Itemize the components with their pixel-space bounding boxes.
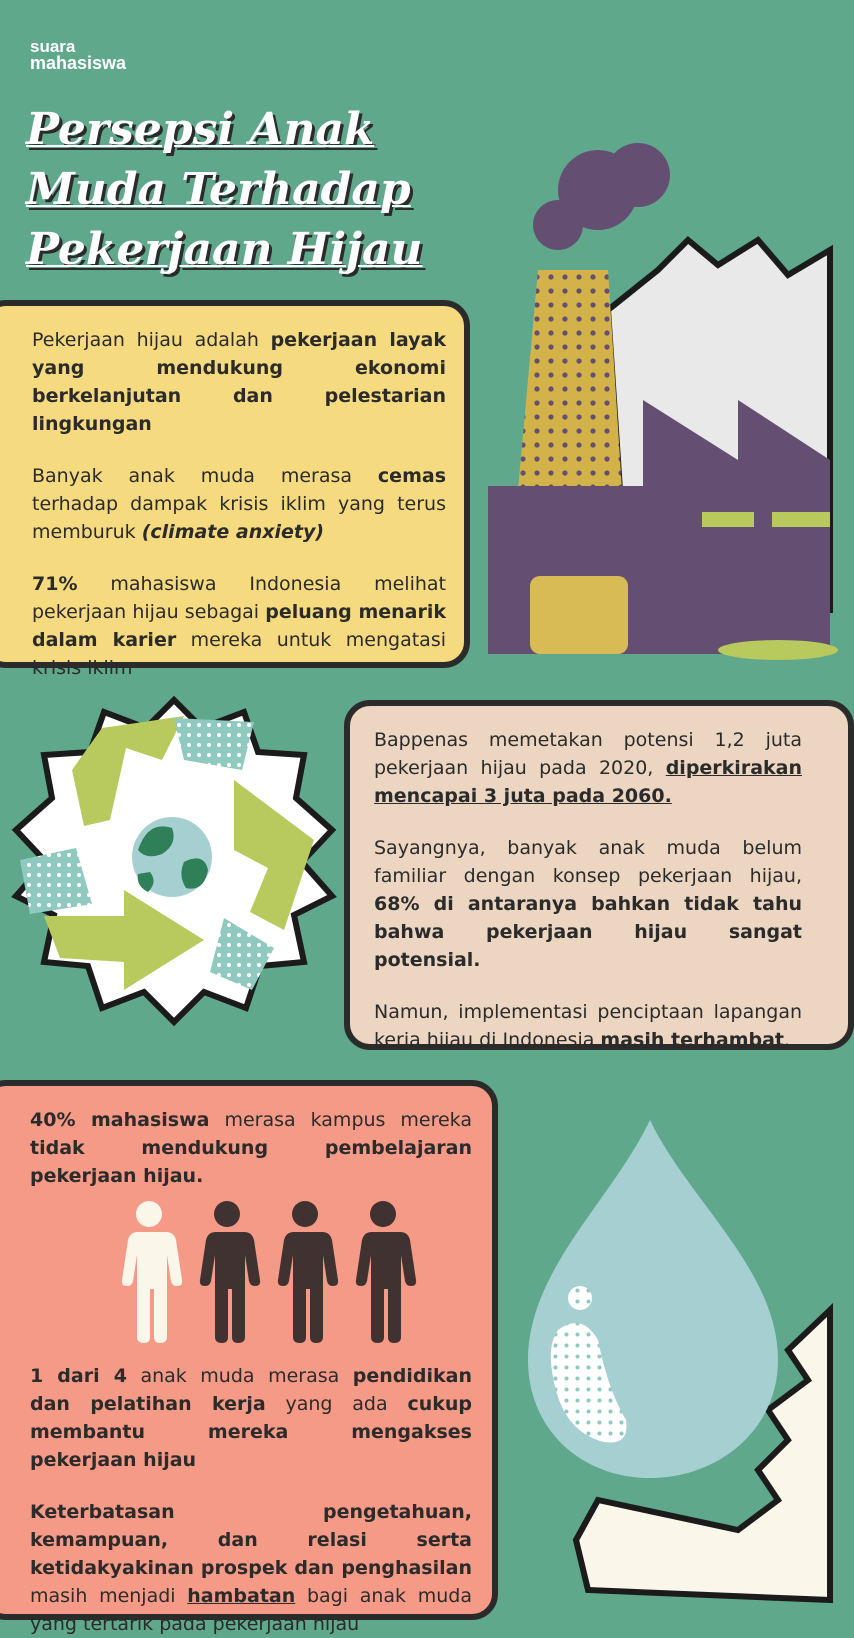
person-icon bbox=[272, 1200, 338, 1338]
implementation-paragraph: Namun, implementasi penciptaan lapangan kerja hijau di Indonesia masih terhambat. bbox=[374, 1001, 802, 1051]
page-title: Persepsi Anak Muda Terhadap Pekerjaan Hijau bbox=[26, 104, 423, 275]
awareness-paragraph: Sayangnya, banyak anak muda belum familiar dengan konsep pekerjaan hijau, 68% di antaranya bahkan tidak tahu bahwa pekerjaan hijau sangat potensial. bbox=[374, 837, 802, 971]
water-drop-icon bbox=[528, 1120, 830, 1600]
training-paragraph: 1 dari 4 anak muda merasa pendidikan dan pelatihan kerja yang ada cukup membantu mereka mengakses pekerjaan hijau bbox=[30, 1365, 473, 1471]
brand-line1: suara bbox=[30, 37, 76, 56]
people-ratio-graphic bbox=[60, 1200, 472, 1340]
brand-logo bbox=[30, 38, 126, 72]
definition-paragraph: Pekerjaan hijau adalah pekerjaan layak yang mendukung ekonomi berkelanjutan dan pelestarian lingkungan bbox=[32, 329, 446, 435]
factory-icon bbox=[488, 130, 830, 670]
person-icon bbox=[116, 1200, 182, 1338]
brand-line2: mahasiswa bbox=[30, 53, 127, 73]
card-definition bbox=[0, 300, 470, 679]
person-icon bbox=[350, 1200, 416, 1338]
barriers-paragraph: Keterbatasan pengetahuan, kemampuan, dan relasi serta ketidakyakinan prospek dan penghasilan masih menjadi hambatan bagi anak muda yang tertarik pada pekerjaan hijau bbox=[30, 1501, 473, 1635]
person-icon bbox=[194, 1200, 260, 1338]
recycle-globe-icon bbox=[14, 700, 334, 1022]
bappenas-paragraph: Bappenas memetakan potensi 1,2 juta pekerjaan hijau pada 2020, diperkirakan mencapai 3 juta pada 2060. bbox=[374, 729, 802, 807]
card-education bbox=[0, 1080, 498, 1635]
climate-anxiety-paragraph: Banyak anak muda merasa cemas terhadap dampak krisis iklim yang terus memburuk (climate anxiety) bbox=[32, 465, 446, 543]
opportunity-paragraph: 71% mahasiswa Indonesia melihat pekerjaan hijau sebagai peluang menarik dalam karier mereka untuk mengatasi krisis iklim bbox=[32, 573, 446, 679]
campus-paragraph: 40% mahasiswa merasa kampus mereka tidak mendukung pembelajaran pekerjaan hijau. bbox=[30, 1109, 472, 1187]
card-potential bbox=[344, 700, 854, 1050]
